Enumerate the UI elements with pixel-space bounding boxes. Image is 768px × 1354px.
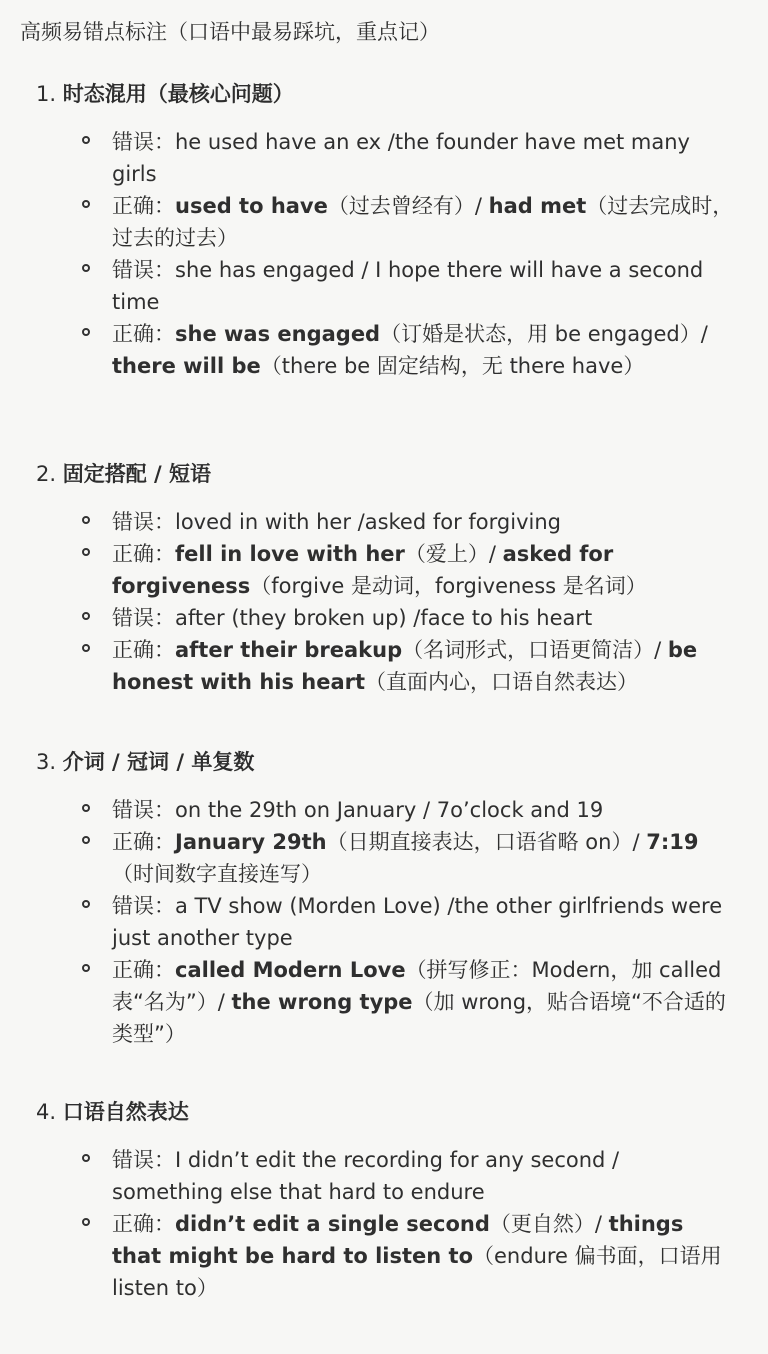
item-text: she has engaged / I hope there will have a second time xyxy=(112,258,704,314)
item-text: （加 wrong，贴合语境“不合适的类型”） xyxy=(112,990,726,1046)
bold-text: January 29th xyxy=(175,830,327,854)
section-title: 时态混用（最核心问题） xyxy=(62,82,294,106)
item-label: 错误： xyxy=(112,606,175,630)
hollow-bullet-icon xyxy=(82,804,90,812)
section-title: 口语自然表达 xyxy=(62,1100,189,1124)
list-item xyxy=(36,506,736,538)
bold-text: she was engaged xyxy=(175,322,381,346)
hollow-bullet-icon xyxy=(82,644,90,652)
hollow-bullet-icon xyxy=(82,264,90,272)
bold-text: didn’t edit a single second xyxy=(175,1212,490,1236)
bold-text: 7:19 xyxy=(646,830,699,854)
section-number: 3. xyxy=(36,750,57,774)
item-label: 错误： xyxy=(112,258,175,282)
item-text: （更自然）/ xyxy=(489,1212,609,1236)
hollow-bullet-icon xyxy=(82,516,90,524)
item-text: a TV show (Morden Love) /the other girlfriends were just another type xyxy=(112,894,723,950)
hollow-bullet-icon xyxy=(82,1218,90,1226)
section-tense xyxy=(36,78,736,378)
hollow-bullet-icon xyxy=(82,900,90,908)
item-label: 错误： xyxy=(112,510,175,534)
bold-text: things that might be hard to listen to xyxy=(112,1212,684,1268)
list-item xyxy=(36,126,736,190)
bold-text: be honest with his heart xyxy=(112,638,698,694)
bold-text: had met xyxy=(488,194,587,218)
item-label: 错误： xyxy=(112,130,175,154)
item-text: he used have an ex /the founder have met many girls xyxy=(112,130,690,186)
list-item xyxy=(36,794,736,826)
item-text: （时间数字直接连写） xyxy=(112,862,322,886)
section-number: 1. xyxy=(36,82,57,106)
item-label: 错误： xyxy=(112,798,175,822)
hollow-bullet-icon xyxy=(82,836,90,844)
bold-text: asked for forgiveness xyxy=(112,542,614,598)
list-item xyxy=(36,826,736,890)
list-item xyxy=(36,634,736,698)
section-title: 介词 / 冠词 / 单复数 xyxy=(62,750,255,774)
item-text: （forgive 是动词，forgiveness 是名词） xyxy=(250,574,647,598)
list-item xyxy=(36,890,736,954)
hollow-bullet-icon xyxy=(82,964,90,972)
item-text: loved in with her /asked for forgiving xyxy=(175,510,561,534)
section-heading xyxy=(36,78,736,110)
bold-text: there will be xyxy=(112,354,261,378)
item-text: after (they broken up) /face to his heart xyxy=(175,606,593,630)
hollow-bullet-icon xyxy=(82,136,90,144)
item-label: 正确： xyxy=(112,958,175,982)
bullet-list xyxy=(36,126,736,382)
item-label: 错误： xyxy=(112,894,175,918)
item-label: 正确： xyxy=(112,322,175,346)
hollow-bullet-icon xyxy=(82,328,90,336)
item-text: （过去曾经有）/ xyxy=(327,194,489,218)
item-text: I didn’t edit the recording for any second / something else that hard to endure xyxy=(112,1148,620,1204)
bold-text: called Modern Love xyxy=(175,958,406,982)
section-spoken-expression xyxy=(36,1096,736,1300)
list-item xyxy=(36,1144,736,1208)
hollow-bullet-icon xyxy=(82,612,90,620)
list-item xyxy=(36,538,736,602)
list-item xyxy=(36,254,736,318)
item-text: （爱上）/ xyxy=(404,542,503,566)
bullet-list xyxy=(36,1144,736,1304)
item-label: 正确： xyxy=(112,194,175,218)
list-item xyxy=(36,602,736,634)
item-text: （名词形式，口语更简洁）/ xyxy=(402,638,668,662)
section-heading xyxy=(36,746,736,778)
item-label: 正确： xyxy=(112,830,175,854)
item-text: （endure 偏书面，口语用 listen to） xyxy=(112,1244,722,1300)
item-label: 正确： xyxy=(112,542,175,566)
section-title: 固定搭配 / 短语 xyxy=(62,462,212,486)
item-text: （过去完成时，过去的过去） xyxy=(112,194,734,250)
document-title: 高频易错点标注（口语中最易踩坑，重点记） xyxy=(20,20,440,44)
section-number: 2. xyxy=(36,462,57,486)
hollow-bullet-icon xyxy=(82,548,90,556)
item-text: （日期直接表达，口语省略 on）/ xyxy=(326,830,647,854)
item-text: （订婚是状态，用 be engaged）/ xyxy=(380,322,708,346)
list-item xyxy=(36,954,736,1050)
item-text: （拼写修正：Modern，加 called 表“名为”）/ xyxy=(112,958,722,1014)
list-item xyxy=(36,318,736,382)
bold-text: after their breakup xyxy=(175,638,403,662)
hollow-bullet-icon xyxy=(82,1154,90,1162)
item-label: 错误： xyxy=(112,1148,175,1172)
bold-text: used to have xyxy=(175,194,328,218)
section-heading xyxy=(36,458,736,490)
list-item xyxy=(36,1208,736,1304)
bullet-list xyxy=(36,794,736,1050)
hollow-bullet-icon xyxy=(82,200,90,208)
item-label: 正确： xyxy=(112,1212,175,1236)
section-heading xyxy=(36,1096,736,1128)
bold-text: fell in love with her xyxy=(175,542,405,566)
section-prepositions xyxy=(36,746,736,1046)
list-item xyxy=(36,190,736,254)
bullet-list xyxy=(36,506,736,698)
item-text: （there be 固定结构，无 there have） xyxy=(260,354,645,378)
section-number: 4. xyxy=(36,1100,57,1124)
item-label: 正确： xyxy=(112,638,175,662)
section-collocations xyxy=(36,458,736,694)
bold-text: the wrong type xyxy=(231,990,413,1014)
item-text: （直面内心，口语自然表达） xyxy=(365,670,639,694)
item-text: on the 29th on January / 7o’clock and 19 xyxy=(175,798,604,822)
